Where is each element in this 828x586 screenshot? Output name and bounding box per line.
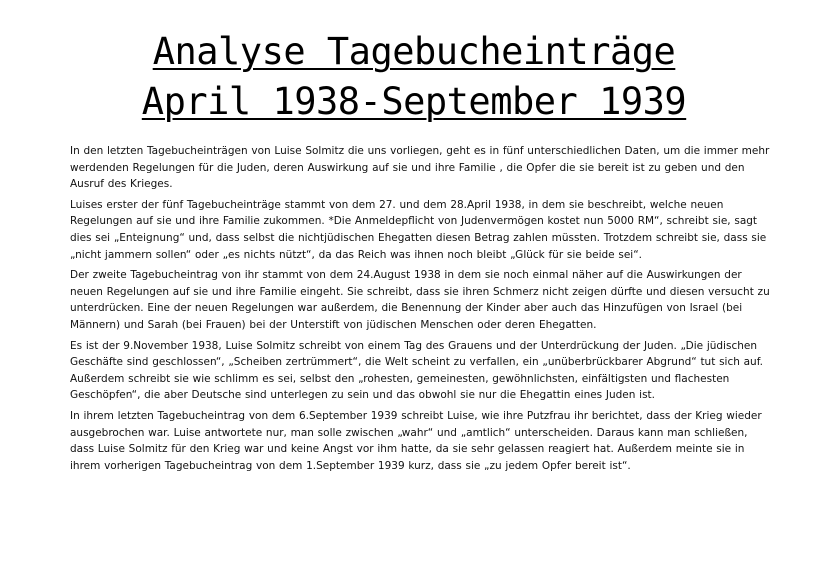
title-line-1: Analyse Tagebucheinträge [152, 30, 676, 73]
paragraph-entry-november-1938: Es ist der 9.November 1938, Luise Solmitz schreibt von einem Tag des Grauens und der Unterdrückung der Juden. „Die jüdischen Geschäfte sind geschlossen“, „Scheiben zertrümmert“, die Welt scheint zu verfallen, ein „unüberbrückbarer Abgrund“ tut sich auf. Außerdem schreibt sie wie schlimm es sei, selbst den „rohesten, gemeinesten, gewöhnlichsten, einfältigsten und flachesten Geschöpfen“, die aber Deutsche sind unterlegen zu sein und das obwohl sie nur die Ehegattin eines Juden ist. [70, 339, 763, 402]
paragraph-entry-august-1938: Der zweite Tagebucheintrag von ihr stammt von dem 24.August 1938 in dem sie noch einmal näher auf die Auswirkungen der neuen Regelungen auf sie und ihre Familie eingeht. Sie schreibt, dass sie ihren Schmerz nicht zeigen dürfte und diesen versucht zu unterdrücken. Eine der neuen Regelungen war außerdem, die Benennung der Kinder aber auch das Hinzufügen von Israel (bei Männern) und Sarah (bei Frauen) bei der Unterstift von jüdischen Menschen oder deren Ehegatten. [70, 269, 770, 331]
paragraph-intro: In den letzten Tagebucheinträgen von Luise Solmitz die uns vorliegen, geht es in fünf unterschiedlichen Daten, um die immer mehr werdenden Regelungen für die Juden, deren Auswirkung auf sie und ihre Familie , die Opfer die sie bereit ist zu geben und den Ausruf des Krieges. [70, 145, 770, 191]
paragraph-entry-september-1939: In ihrem letzten Tagebucheintrag von dem 6.September 1939 schreibt Luise, wie ihre Putzfrau ihr berichtet, dass der Krieg wieder ausgebrochen war. Luise antwortete nur, man solle zwischen „wahr“ und „amtlich“ unterscheiden. Daraus kann man schließen, dass Luise Solmitz für den Krieg war und keine Angst vor ihm hatte, da sie sehr gelassen reagiert hat. Außerdem meinte sie in ihrem vorherigen Tagebucheintrag von dem 1.September 1939 kurz, dass sie „zu jedem Opfer bereit ist“. [70, 409, 762, 472]
paragraph-entry-april-1938: Luises erster der fünf Tagebucheinträge stammt von dem 27. und dem 28.April 1938, in dem sie beschreibt, welche neuen Regelungen auf sie und ihre Familie zukommen. *Die Anmeldepflicht von Judenvermögen kostet nun 5000 RM“, schreibt sie, sagt dies sei „Enteignung“ und, dass selbst die nichtjüdischen Ehegatten diesen Betrag zahlen müssten. Trotzdem schreibt sie, dass sie „nicht jammern sollen“ oder „es nichts nützt“, da das Reich was ihnen noch bleibt „Glück für sie beide sei“. [70, 198, 767, 261]
title-line-2: April 1938-September 1939 [141, 80, 687, 123]
document-body [70, 143, 770, 478]
